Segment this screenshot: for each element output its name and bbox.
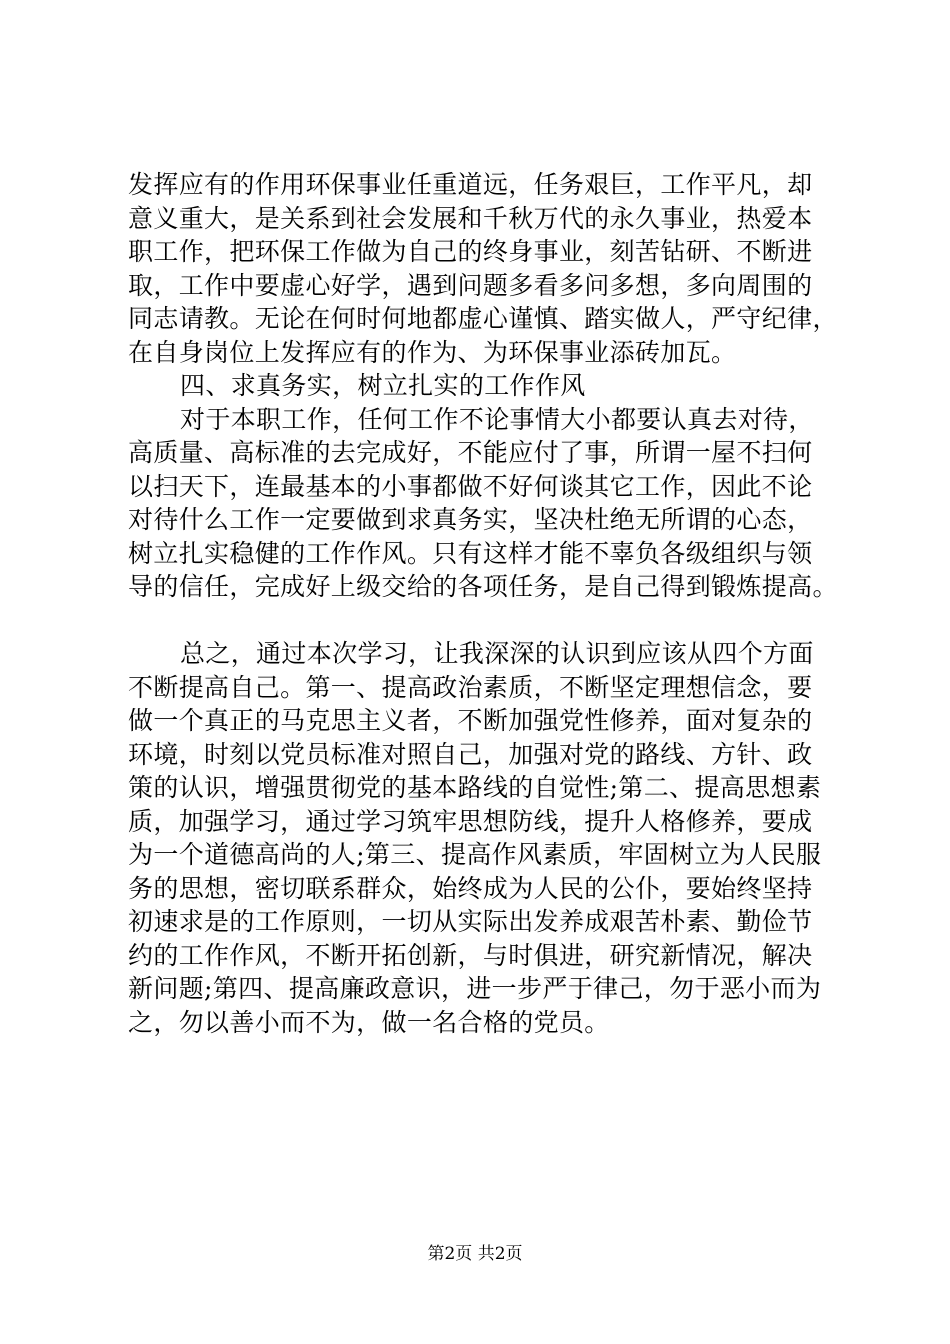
paragraph-gap [128, 604, 846, 638]
text-line: 不断提高自己。第一、提高政治素质，不断坚定理想信念，要 [128, 672, 813, 702]
text-line: 意义重大，是关系到社会发展和千秋万代的永久事业，热爱本 [128, 203, 813, 233]
text-line: 对于本职工作，任何工作不论事情大小都要认真去对待， [180, 404, 814, 434]
text-line: 职工作，把环保工作做为自己的终身事业，刻苦钻研、不断进 [128, 237, 813, 266]
text-line: 对待什么工作一定要做到求真务实，坚决杜绝无所谓的心态， [128, 505, 813, 534]
text-line: 以扫天下，连最基本的小事都做不好何谈其它工作，因此不论 [128, 471, 813, 501]
text-line: 之，勿以善小而不为，做一名合格的党员。 [128, 1007, 610, 1037]
paragraph-environmental-work [128, 168, 846, 369]
text-line: 环境，时刻以党员标准对照自己，加强对党的路线、方针、政 [128, 739, 813, 769]
text-line: 在自身岗位上发挥应有的作为、为环保事业添砖加瓦。 [128, 337, 737, 367]
text-line: 务的思想，密切联系群众，始终成为人民的公仆，要始终坚持 [128, 873, 813, 903]
text-line: 高质量、高标准的去完成好，不能应付了事，所谓一屋不扫何 [128, 438, 813, 467]
text-line: 导的信任，完成好上级交给的各项任务，是自己得到锻炼提高。 [128, 572, 838, 601]
text-line: 发挥应有的作用环保事业任重道远，任务艰巨，工作平凡，却 [128, 170, 813, 199]
text-line: 质，加强学习，通过学习筑牢思想防线，提升人格修养，要成 [128, 806, 813, 836]
text-line: 约的工作作风，不断开拓创新，与时俱进，研究新情况，解决 [128, 940, 813, 970]
text-line: 总之，通过本次学习，让我深深的认识到应该从四个方面 [180, 639, 814, 668]
text-line: 做一个真正的马克思主义者，不断加强党性修养，面对复杂的 [128, 706, 813, 735]
text-line: 新问题;第四、提高廉政意识，进一步严于律己，勿于恶小而为 [128, 974, 822, 1003]
text-line: 同志请教。无论在何时何地都虚心谨慎、踏实做人，严守纪律， [128, 304, 838, 333]
paragraph-conclusion [128, 637, 846, 1039]
text-line: 为一个道德高尚的人;第三、提高作风素质，牢固树立为人民服 [128, 840, 822, 869]
text-line: 树立扎实稳健的工作作风。只有这样才能不辜负各级组织与领 [128, 538, 813, 568]
text-line: 初速求是的工作原则，一切从实际出发养成艰苦朴素、勤俭节 [128, 907, 813, 936]
document-body [128, 168, 846, 1039]
page-number-footer: 第2页 共2页 [427, 1244, 523, 1264]
text-line: 取，工作中要虚心好学，遇到问题多看多问多想，多向周围的 [128, 270, 813, 300]
section-heading-four: 四、求真务实，树立扎实的工作作风 [180, 371, 586, 400]
paragraph-work-style [128, 403, 846, 604]
text-line: 策的认识，增强贯彻党的基本路线的自觉性;第二、提高思想素 [128, 773, 822, 802]
